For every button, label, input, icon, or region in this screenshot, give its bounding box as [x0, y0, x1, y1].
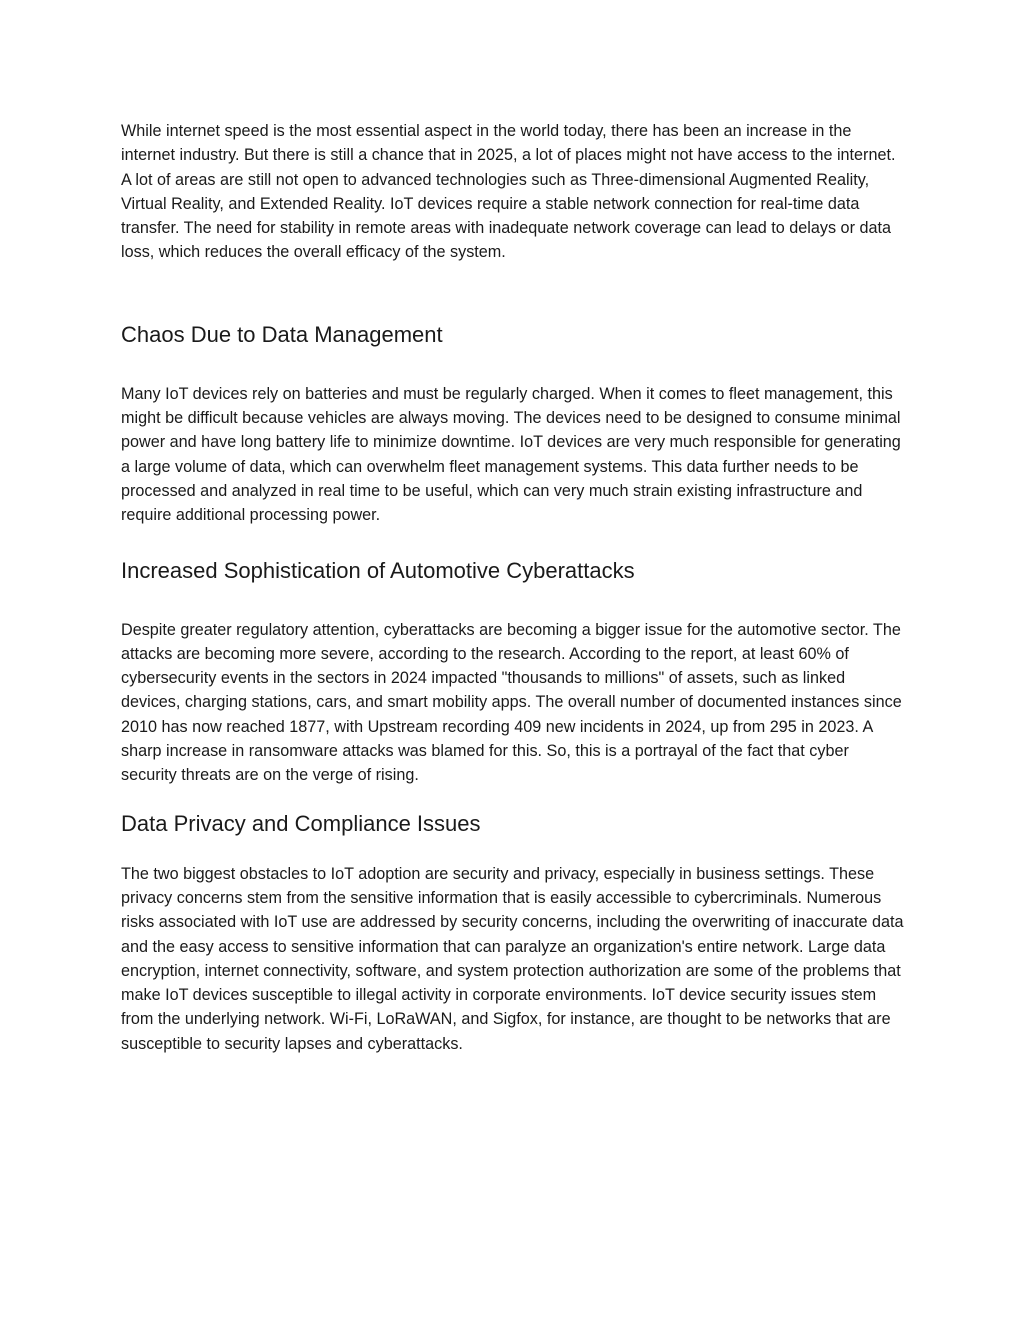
section-heading-privacy: Data Privacy and Compliance Issues — [121, 810, 481, 836]
data-management-paragraph: Many IoT devices rely on batteries and must be regularly charged. When it comes to fleet management, this might be difficult because vehicles are always moving. The devices need to be designed to consume minimal power and have long battery life to minimize downtime. IoT devices are very much responsible for generating a large volume of data, which can overwhelm fleet management systems. This data further needs to be processed and analyzed in real time to be useful, which can very much strain existing infrastructure and require additional processing power. — [121, 384, 901, 525]
cyberattacks-paragraph: Despite greater regulatory attention, cyberattacks are becoming a bigger issue for the automotive sector. The attacks are becoming more severe, according to the research. According to the report, at least 60% of cybersecurity events in the sectors in 2024 impacted "thousands to millions" of assets, such as linked devices, charging stations, cars, and smart mobility apps. The overall number of documented instances since 2010 has now reached 1877, with Upstream recording 409 new incidents in 2024, up from 295 in 2023. A sharp increase in ransomware attacks was blamed for this. So, this is a portrayal of the fact that cyber security threats are on the verge of rising. — [121, 620, 902, 785]
section-heading-cyberattacks: Increased Sophistication of Automotive Cyberattacks — [121, 557, 635, 583]
document-page — [121, 119, 907, 1056]
section-heading-data-management: Chaos Due to Data Management — [121, 321, 443, 347]
privacy-paragraph: The two biggest obstacles to IoT adoption are security and privacy, especially in business settings. These privacy concerns stem from the sensitive information that is easily accessible to cybercriminals. Numerous risks associated with IoT use are addressed by security concerns, including the overwriting of inaccurate data and the easy access to sensitive information that can paralyze an organization's entire network. Large data encryption, internet connectivity, software, and system protection authorization are some of the problems that make IoT devices susceptible to illegal activity in corporate environments. IoT device security issues stem from the underlying network. Wi-Fi, LoRaWAN, and Sigfox, for instance, are thought to be networks that are susceptible to security lapses and cyberattacks. — [121, 864, 904, 1053]
intro-paragraph: While internet speed is the most essential aspect in the world today, there has been an increase in the internet industry. But there is still a chance that in 2025, a lot of places might not have access to the internet. A lot of areas are still not open to advanced technologies such as Three-dimensional Augmented Reality, Virtual Reality, and Extended Reality. IoT devices require a stable network connection for real-time data transfer. The need for stability in remote areas with inadequate network coverage can lead to delays or data loss, which reduces the overall efficacy of the system. — [121, 122, 896, 262]
